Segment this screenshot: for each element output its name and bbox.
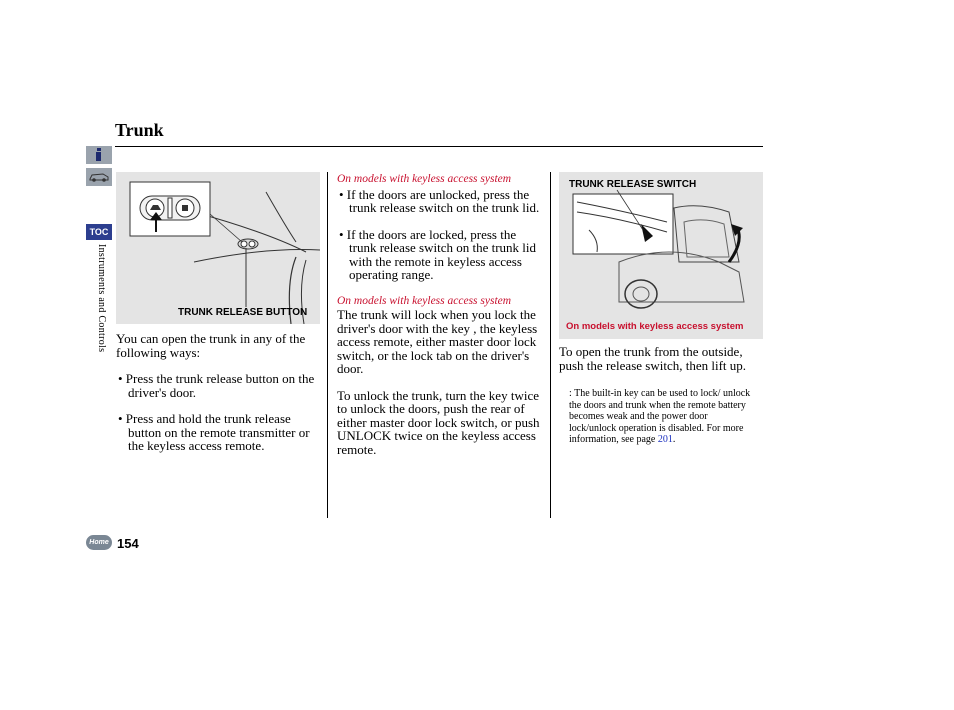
column-3 [559,345,764,372]
column-2 [337,173,543,456]
section-label: Instruments and Controls [96,244,107,353]
bullet-item: • If the doors are locked, press the trunk release switch on the trunk lid with the remote in keyless access operating range. [339,226,537,282]
page-number: 154 [117,536,139,551]
column-divider [550,172,551,518]
figure-caption: TRUNK RELEASE BUTTON [178,307,308,318]
model-heading: On models with keyless access system [337,294,512,307]
bullet-item: • Press the trunk release button on the driver's door. [118,371,315,400]
column-1 [116,332,321,453]
bullet-item: • If the doors are unlocked, press the trunk release switch on the trunk lid. [339,186,540,215]
door-illustration [116,172,320,324]
page-link[interactable]: 201 [657,434,673,445]
figure-caption: TRUNK RELEASE SWITCH [569,179,697,190]
bullet-item: • Press and hold the trunk release button on the remote transmitter or the keyless access remote. [118,411,310,453]
model-note: On models with keyless access system [566,321,744,332]
car-rear-illustration [559,172,763,339]
title-rule [115,146,763,147]
home-button[interactable]: Home [86,535,112,550]
column-divider [327,172,328,518]
figure-trunk-release-switch [559,172,763,339]
paragraph: To open the trunk from the outside, push the release switch, then lift up. [559,344,747,373]
info-tab[interactable] [86,146,112,164]
note-text: : The built-in key can be used to lock/ unlock the doors and trunk when the remote battery becomes weak and the power door lock/unlock operation is disabled. For more information, see page [569,388,751,445]
paragraph: The trunk will lock when you lock the driver's door with the key , the keyless access remote, either master door lock switch, or the lock tab on the driver's door. [337,307,538,376]
paragraph: To unlock the trunk, turn the key twice to unlock the doors, push the rear of either master door lock switch, or push UNLOCK twice on the keyless access remote. [337,387,540,457]
toc-button[interactable]: TOC [86,224,112,240]
model-heading: On models with keyless access system [337,173,512,185]
intro-text: You can open the trunk in any of the following ways: [116,331,306,360]
car-icon [88,171,110,183]
page-title: Trunk [115,120,164,140]
figure-trunk-release-button [116,172,320,324]
info-icon [92,148,106,162]
car-tab[interactable] [86,168,112,186]
key-note [569,388,754,446]
note-suffix: . [672,434,676,445]
